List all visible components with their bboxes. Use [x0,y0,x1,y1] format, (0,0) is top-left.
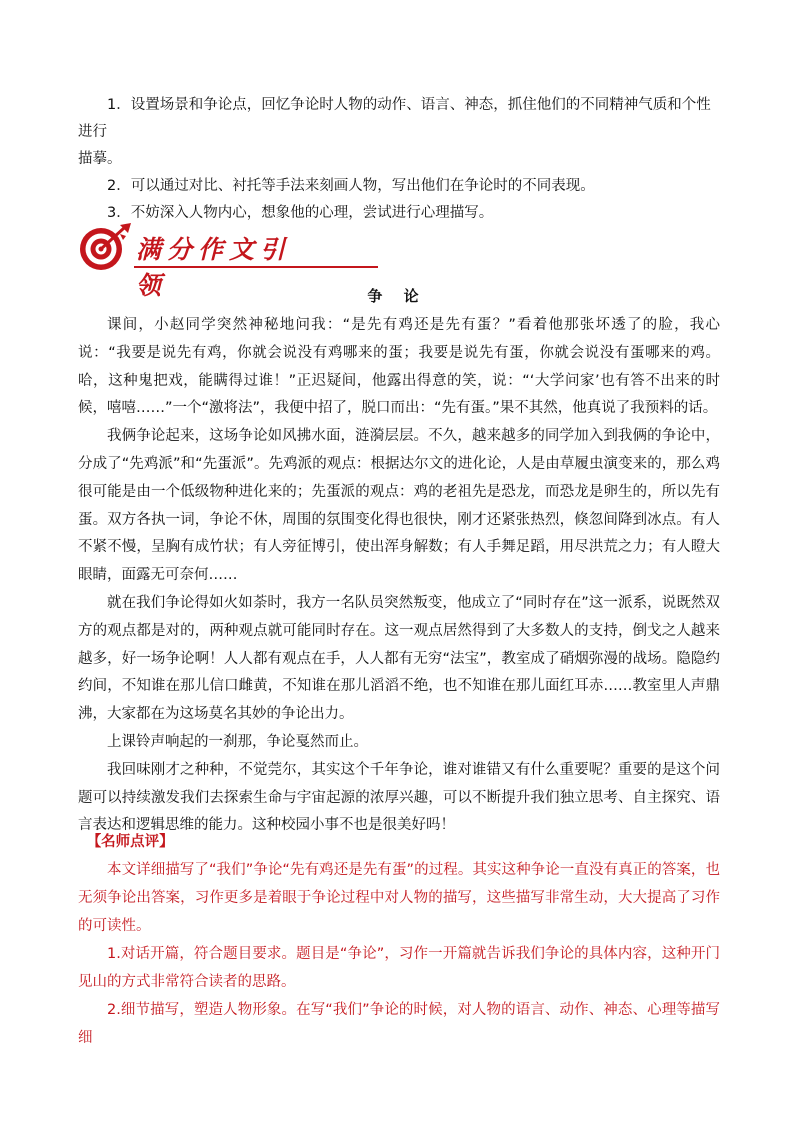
tip-1: 1．设置场景和争论点，回忆争论时人物的动作、语言、神态，抓住他们的不同精神气质和个性进行 [78,97,711,140]
comment-paragraph: 2.细节描写，塑造人物形象。在写“我们”争论的时候，对人物的语言、动作、神态、心理等描写细 [78,1002,720,1046]
banner-underline [134,266,378,268]
tip-2: 2．可以通过对比、衬托等手法来刻画人物，写出他们在争论时的不同表现。 [107,178,595,194]
target-arrow-icon [76,222,134,272]
teacher-comment [78,828,720,1052]
writing-tips [78,92,718,227]
comment-paragraph: 本文详细描写了“我们”争论“先有鸡还是先有蛋”的过程。其实这种争论一直没有真正的答案，也无须争论出答案，习作更多是着眼于争论过程中对人物的描写，这些描写非常生动，大大提高了习作的可读性。 [78,862,720,934]
tip-3: 3．不妨深入人物内心，想象他的心理，尝试进行心理描写。 [107,205,494,221]
essay-paragraph: 上课铃声响起的一刹那，争论戛然而止。 [107,733,368,750]
essay-title: 争 论 [367,287,427,305]
essay-paragraph: 我回味刚才之种种，不觉莞尔，其实这个千年争论，谁对谁错又有什么重要呢？重要的是这个问题可以持续激发我们去探索生命与宇宙起源的浓厚兴趣，可以不断提升我们独立思考、自主探究、语言表达和逻辑思维的能力。这种校园小事不也是很美好吗！ [78,761,720,834]
section-banner [76,222,308,300]
banner-title: 满分作文引领 [136,235,292,300]
comment-paragraph: 1.对话开篇，符合题目要求。题目是“争论”，习作一开篇就告诉我们争论的具体内容，这种开门见山的方式非常符合读者的思路。 [78,946,720,990]
comment-heading: 【名师点评】 [86,834,174,850]
essay-paragraph: 就在我们争论得如火如荼时，我方一名队员突然叛变，他成立了“同时存在”这一派系，说既然双方的观点都是对的，两种观点就可能同时存在。这一观点居然得到了大多数人的支持，倒戈之人越来越多，好一场争论啊！人人都有观点在手，人人都有无穷“法宝”，教室成了硝烟弥漫的战场。隐隐约约间，不知谁在那儿信口雌黄，不知谁在那儿滔滔不绝，也不知谁在那儿面红耳赤……教室里人声鼎沸，大家都在为这场莫名其妙的争论出力。 [78,594,720,723]
tip-1-continued: 描摹。 [78,151,122,167]
essay-body [78,312,720,840]
essay-paragraph: 课间，小赵同学突然神秘地问我：“是先有鸡还是先有蛋？”看着他那张坏透了的脸，我心说：“我要是说先有鸡，你就会说没有鸡哪来的蛋；我要是说先有蛋，你就会说没有蛋哪来的鸡。哈，这种鬼把戏，能瞒得过谁！”正迟疑间，他露出得意的笑，说：“‘大学问家’也有答不出来的时候，嘻嘻……”一个“激将法”，我便中招了，脱口而出：“先有蛋。”果不其然，他真说了我预料的话。 [78,317,720,417]
essay-paragraph: 我俩争论起来，这场争论如风拂水面，涟漪层层。不久，越来越多的同学加入到我俩的争论中，分成了“先鸡派”和“先蛋派”。先鸡派的观点：根据达尔文的进化论，人是由草履虫演变来的，那么鸡很可能是由一个低级物种进化来的；先蛋派的观点：鸡的老祖先是恐龙，而恐龙是卵生的，所以先有蛋。双方各执一词，争论不休，周围的氛围变化得也很快，刚才还紧张热烈，倏忽间降到冰点。有人不紧不慢，呈胸有成竹状；有人旁征博引，使出浑身解数；有人手舞足蹈，用尽洪荒之力；有人瞪大眼睛，面露无可奈何…… [78,428,720,584]
